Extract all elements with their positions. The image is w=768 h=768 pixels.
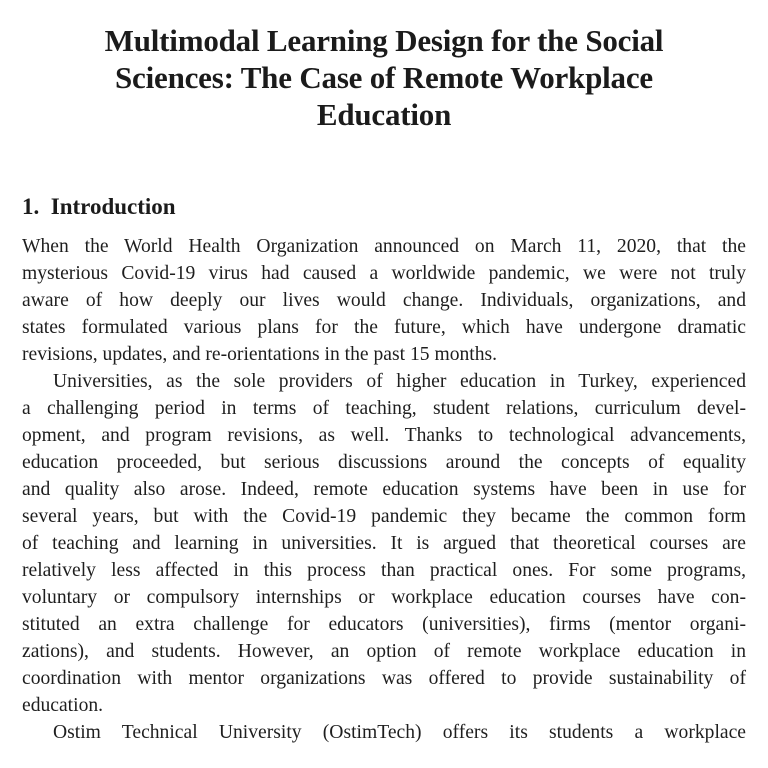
text-line: aware of how deeply our lives would change. Individuals, organizations, and	[22, 290, 746, 311]
text-line: Ostim Technical University (OstimTech) offers its students a workplace	[53, 722, 746, 743]
text-line: education proceeded, but serious discussions around the concepts of equality	[22, 452, 746, 473]
title-line: Multimodal Learning Design for the Social	[104, 23, 664, 58]
text-line: revisions, updates, and re-orientations in the past 15 months.	[22, 344, 498, 365]
text-line: a challenging period in terms of teaching, student relations, curriculum devel-	[22, 398, 746, 419]
text-line: Universities, as the sole providers of higher education in Turkey, experienced	[53, 371, 746, 392]
text-line: of teaching and learning in universities. It is argued that theoretical courses are	[22, 533, 746, 554]
paragraph	[22, 719, 746, 746]
title-line: Sciences: The Case of Remote Workplace	[115, 60, 653, 95]
text-line: stituted an extra challenge for educators (universities), firms (mentor organi-	[22, 614, 746, 635]
text-line: voluntary or compulsory internships or workplace education courses have con-	[22, 587, 746, 608]
text-line: coordination with mentor organizations was offered to provide sustainability of	[22, 668, 746, 689]
body-text	[22, 233, 746, 746]
text-line: several years, but with the Covid-19 pandemic they became the common form	[22, 506, 746, 527]
text-line: relatively less affected in this process than practical ones. For some programs,	[22, 560, 746, 581]
text-line: opment, and program revisions, as well. Thanks to technological advancements,	[22, 425, 746, 446]
text-line: zations), and students. However, an option of remote workplace education in	[22, 641, 746, 662]
text-line: states formulated various plans for the future, which have undergone dramatic	[22, 317, 746, 338]
text-line: When the World Health Organization announced on March 11, 2020, that the	[22, 236, 746, 257]
text-line: education.	[22, 695, 104, 716]
paragraph	[22, 233, 746, 368]
section-heading-introduction: 1. Introduction	[22, 194, 176, 219]
paragraph	[22, 368, 746, 719]
text-line: mysterious Covid-19 virus had caused a worldwide pandemic, we were not truly	[22, 263, 746, 284]
document-title	[0, 22, 768, 133]
text-line: and quality also arose. Indeed, remote education systems have been in use for	[22, 479, 746, 500]
title-line: Education	[316, 97, 452, 132]
